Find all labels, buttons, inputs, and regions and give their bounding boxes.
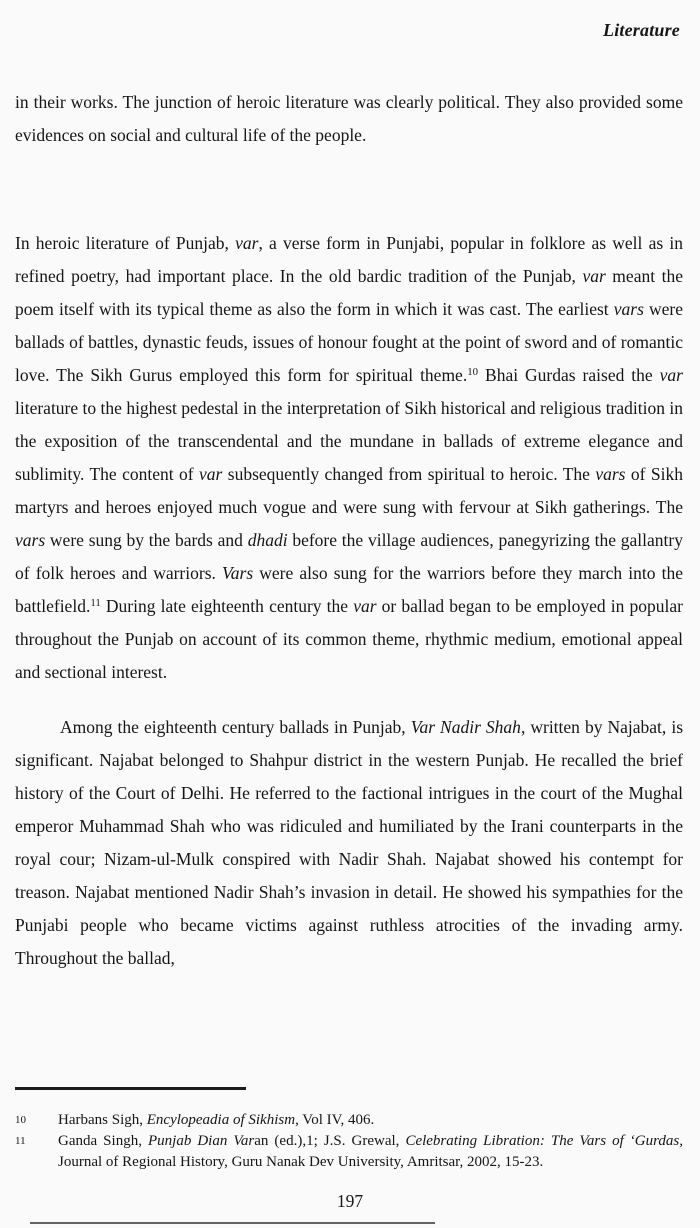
running-header-title: Literature: [603, 20, 680, 40]
footnote-10: [15, 1110, 683, 1131]
footnote-text: Harbans Sigh, Encylopeadia of Sikhism, Vol IV, 406.: [58, 1112, 375, 1128]
paragraph-intro: in their works. The junction of heroic literature was clearly political. They also provided some evidences on social and cultural life of the people.: [15, 92, 683, 145]
scan-artifact-line: [30, 1222, 435, 1224]
footnotes-section: [15, 1087, 683, 1173]
footnote-marker: 11: [15, 1135, 26, 1147]
page-body: [15, 86, 683, 975]
footnote-text: Ganda Singh, Punjab Dian Varan (ed.),1; J.S. Grewal, Celebrating Libration: The Vars of ‘Gurdas, Journal of Regional History, Guru Nanak Dev University, Amritsar, 2002, 15-23.: [58, 1133, 683, 1170]
paragraph-var-literature: In heroic literature of Punjab, var, a verse form in Punjabi, popular in folklore as well as in refined poetry, had important place. In the old bardic tradition of the Punjab, var meant the poem itself with its typical theme as also the form in which it was cast. The earliest vars were ballads of battles, dynastic feuds, issues of honour fought at the point of sword and of romantic love. The Sikh Gurus employed this form for spiritual theme.$^{10}$ Bhai Gurdas raised the var literature to the highest pedestal in the interpretation of Sikh historical and religious tradition in the exposition of the transcendental and the mundane in ballads of extreme elegance and sublimity. The content of var subsequently changed from spiritual to heroic. The vars of Sikh martyrs and heroes enjoyed much vogue and were sung with fervour at Sikh gatherings. The vars were sung by the bards and dhadi before the village audiences, panegyrizing the gallantry of folk heroes and warriors. Vars were also sung for the warriors before they march into the battlefield.$^{11}$ During late eighteenth century the var or ballad began to be employed in popular throughout the Punjab on account of its common theme, rhythmic medium, emotional appeal and sectional interest.: [15, 233, 683, 682]
page-number: 197: [336, 1191, 364, 1211]
footnote-marker: 10: [15, 1114, 26, 1126]
paragraph-var-nadir-shah: Among the eighteenth century ballads in Punjab, Var Nadir Shah, written by Najabat, is significant. Najabat belonged to Shahpur district in the western Punjab. He recalled the brief history of the Court of Delhi. He referred to the factional intrigues in the court of the Mughal emperor Muhammad Shah who was ridiculed and humiliated by the Irani counterparts in the royal cour; Nizam-ul-Mulk conspired with Nadir Shah. Najabat showed his contempt for treason. Najabat mentioned Nadir Shah’s invasion in detail. He showed his sympathies for the Punjabi people who became victims against ruthless atrocities of the invading army. Throughout the ballad,: [15, 717, 684, 968]
footnote-11: [15, 1131, 683, 1173]
footnote-divider: [15, 1087, 246, 1090]
